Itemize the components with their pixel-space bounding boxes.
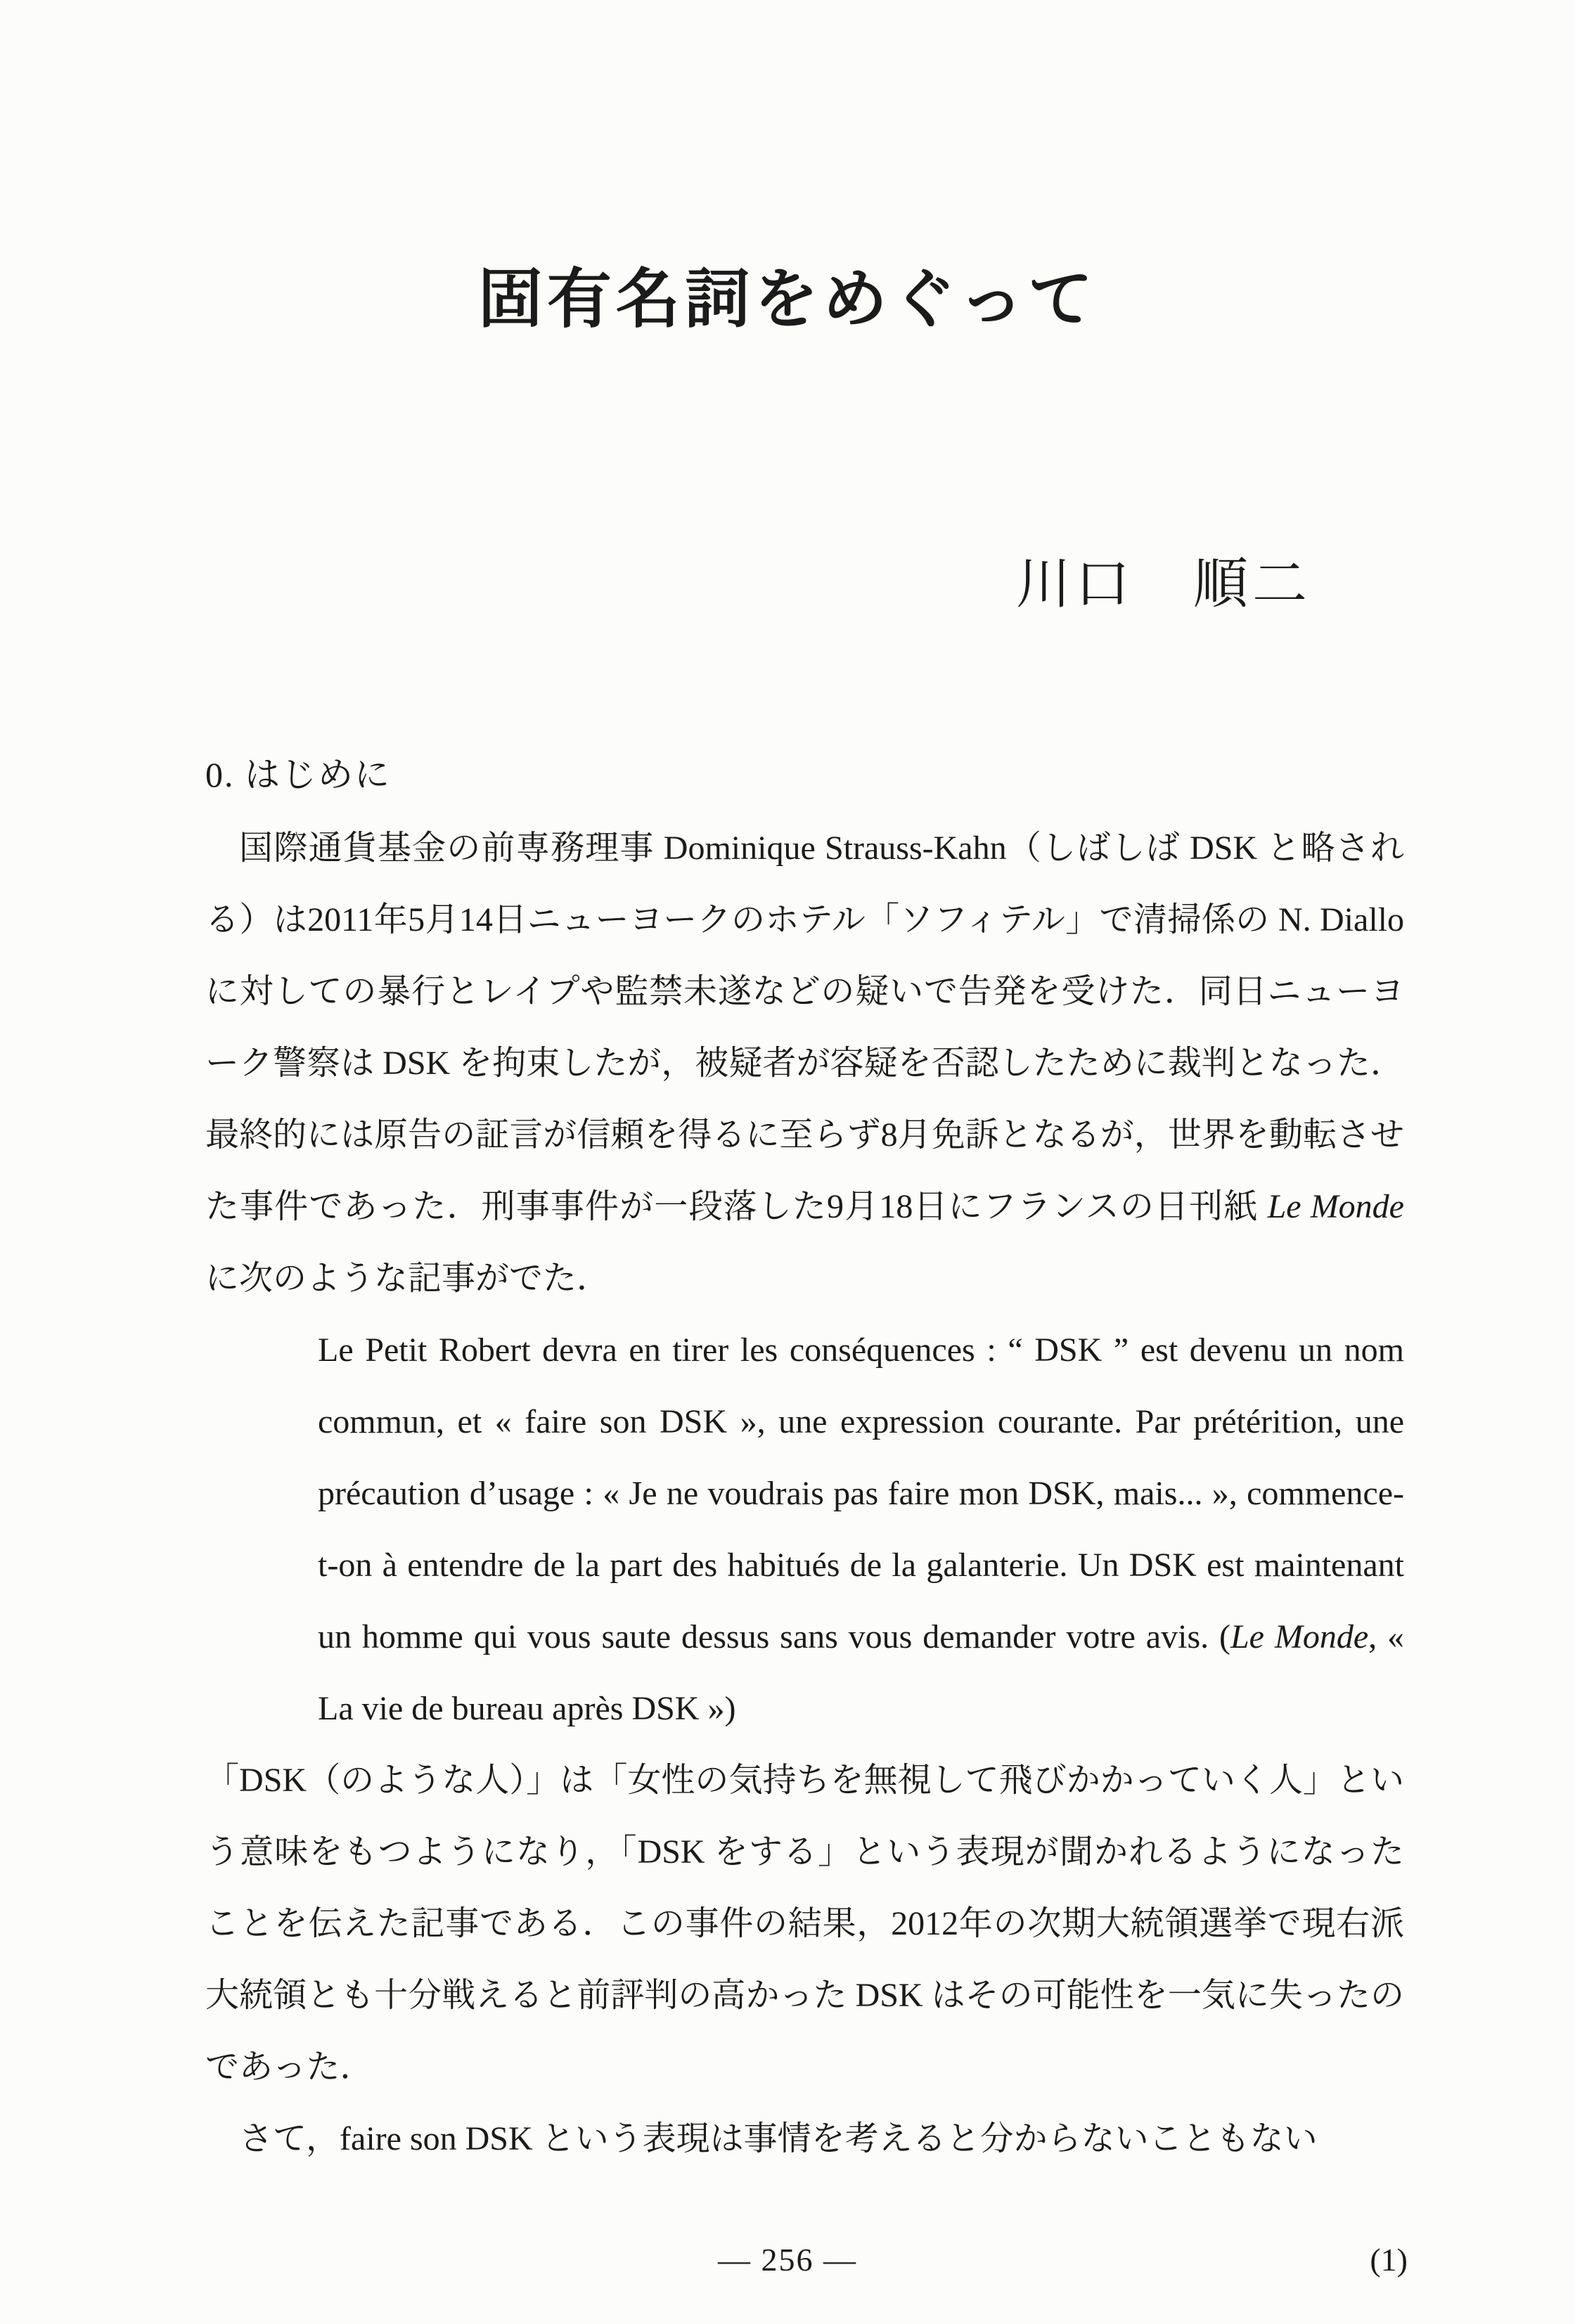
column-number: (1) — [1370, 2242, 1408, 2278]
paper-title: 固有名詞をめぐって — [477, 264, 1098, 335]
page-footer — [0, 2241, 1575, 2290]
paragraph-explanation: 「DSK（のような人）」は「女性の気持ちを無視して飛びかかっていく人」という意味をもつようになり，「DSK をする」という表現が聞かれるようになったことを伝えた記事である．この事件の結果，2012年の次期大統領選挙で現右派大統領とも十分戦えると前評判の高かった DSK はその可能性を一気に失ったのであった． — [205, 1762, 1404, 2086]
french-quotation-text: Le Petit Robert devra en tirer les conséquences : “ DSK ” est devenu un nom commun, et « faire son DSK », une expression courante. Par prétérition, une précaution d’usage : « Je ne voudrais pas faire mon DSK, mais... », commence-t-on à entendre de la part des habitués de la galanterie. Un DSK est maintenant un homme qui vous saute dessus sans vous demander votre avis. ( — [318, 1331, 1404, 1655]
journal-title-italic-quote: Le Monde — [1230, 1618, 1369, 1655]
page-number: — 256 — — [718, 2242, 857, 2278]
paragraph-intro — [205, 813, 1404, 1315]
french-quotation — [318, 1315, 1404, 1745]
body-text — [205, 813, 1404, 2175]
journal-title-italic: Le Monde — [1267, 1188, 1404, 1225]
section-heading: 0. はじめに — [205, 755, 391, 794]
author-name: 川口 順二 — [1016, 553, 1312, 614]
paragraph-closing-line: さて，faire son DSK という表現は事情を考えると分からないこともない — [239, 2120, 1318, 2157]
paragraph-intro-text: 国際通貨基金の前専務理事 Dominique Strauss-Kahn（しばしば DSK と略される）は2011年5月14日ニューヨークのホテル「ソフィテル」で清掃係の N. Diallo に対しての暴行とレイプや監禁未遂などの疑いで告発を受けた．同日ニューヨーク警察は DSK を拘束したが，被疑者が容疑を否認したために裁判となった．最終的には原告の証言が信頼を得るに至らず8月免訴となるが，世界を動転させた事件であった．刑事事件が一段落した9月18日にフランスの日刊紙 — [205, 829, 1404, 1225]
french-quotation-citation: , « La vie de bureau après DSK ») — [318, 1618, 1405, 1727]
paragraph-intro-text-cont: に次のような記事がでた． — [205, 1260, 611, 1297]
